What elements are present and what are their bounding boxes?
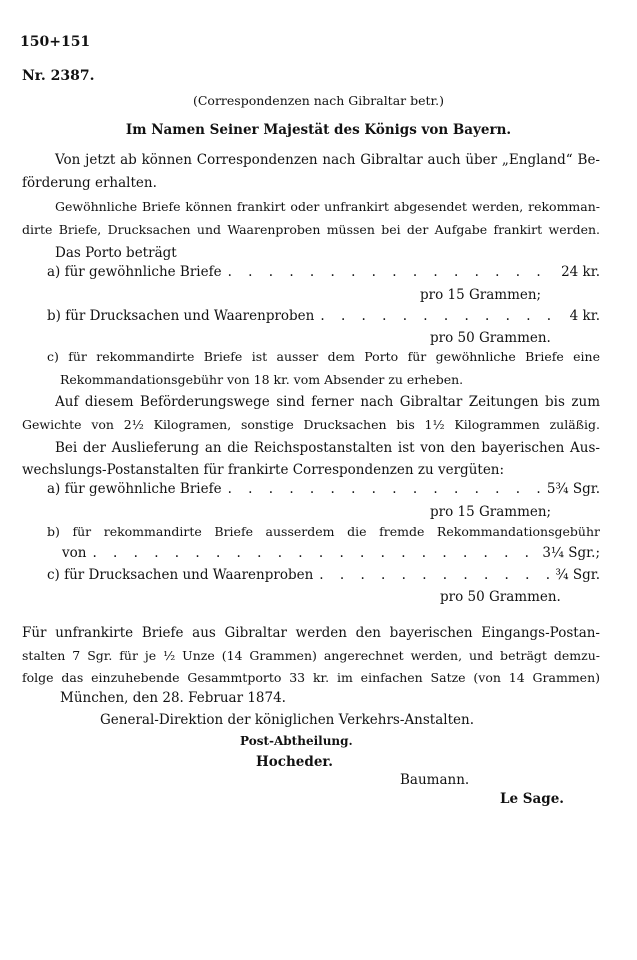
para3-line2: Gewichte von 2½ Kilogramen, sonstige Drucksachen bis 1½ Kilogrammen zuläßig. <box>22 417 600 432</box>
verguetung-note-c: pro 50 Grammen. <box>440 589 561 605</box>
para1-line2: förderung erhalten. <box>22 175 157 191</box>
dot-leader <box>320 307 563 325</box>
item-amount: ¾ Sgr. <box>555 567 600 583</box>
porto-intro: Das Porto beträgt <box>55 245 177 261</box>
para4-line1: Bei der Auslieferung an die Reichspostanstalten ist von den bayerischen Aus- <box>55 440 600 456</box>
page-number: 150+151 <box>20 34 91 50</box>
item-amount: 24 kr. <box>561 264 600 280</box>
document-number: Nr. 2387. <box>22 68 95 84</box>
porto-c-line2: Rekommandationsgebühr von 18 kr. vom Absender zu erheben. <box>60 372 464 387</box>
subject-line: (Correspondenzen nach Gibraltar betr.) <box>192 93 444 108</box>
verguetung-item-c <box>47 566 600 584</box>
item-label: b) für Drucksachen und Waarenproben <box>47 308 315 324</box>
verguetung-b-line1: b) für rekommandirte Briefe ausserdem die fremde Rekommandationsgebühr <box>47 524 600 539</box>
verguetung-item-a <box>47 480 600 498</box>
item-label: c) für Drucksachen und Waarenproben <box>47 567 314 583</box>
dot-leader <box>228 263 555 281</box>
porto-item-b <box>47 307 600 325</box>
para2-line1: Gewöhnliche Briefe können frankirt oder unfrankirt abgesendet werden, rekomman- <box>55 199 600 214</box>
verguetung-note-a: pro 15 Grammen; <box>430 504 552 520</box>
item-amount: 4 kr. <box>569 308 600 324</box>
verguetung-item-b <box>62 544 600 562</box>
item-label: a) für gewöhnliche Briefe <box>47 481 222 497</box>
para4-line2: wechslungs-Postanstalten für frankirte Correspondenzen zu vergüten: <box>22 462 505 478</box>
para2-line2: dirte Briefe, Drucksachen und Waarenproben müssen bei der Aufgabe frankirt werden. <box>22 222 600 237</box>
authority: General-Direktion der königlichen Verkehrs-Anstalten. <box>100 712 474 728</box>
signature-baumann: Baumann. <box>400 772 470 788</box>
date-line: München, den 28. Februar 1874. <box>60 690 286 706</box>
dot-leader <box>319 566 549 584</box>
item-amount: 3¼ Sgr.; <box>542 545 600 561</box>
dot-leader <box>228 480 541 498</box>
signature-hocheder: Hocheder. <box>256 754 333 770</box>
porto-item-a <box>47 263 600 281</box>
porto-note-b: pro 50 Grammen. <box>430 330 551 346</box>
porto-c-line1: c) für rekommandirte Briefe ist ausser dem Porto für gewöhnliche Briefe eine <box>47 349 600 364</box>
para1-line1: Von jetzt ab können Correspondenzen nach Gibraltar auch über „England“ Be- <box>55 152 600 168</box>
item-label: a) für gewöhnliche Briefe <box>47 264 222 280</box>
para5-line2: stalten 7 Sgr. für je ½ Unze (14 Grammen) angerechnet werden, und beträgt demzu- <box>22 648 600 663</box>
signature-le-sage: Le Sage. <box>500 791 565 807</box>
dot-leader <box>92 544 536 562</box>
item-label: von <box>62 545 87 561</box>
item-amount: 5¾ Sgr. <box>546 481 600 497</box>
para3-line1: Auf diesem Beförderungswege sind ferner nach Gibraltar Zeitungen bis zum <box>55 394 600 410</box>
heading: Im Namen Seiner Majestät des Königs von Bayern. <box>125 122 512 138</box>
porto-note-a: pro 15 Grammen; <box>420 287 542 303</box>
para5-line3: folge das einzuhebende Gesammtporto 33 kr. im einfachen Satze (von 14 Grammen) <box>22 670 600 685</box>
department: Post-Abtheilung. <box>240 734 353 748</box>
para5-line1: Für unfrankirte Briefe aus Gibraltar werden den bayerischen Eingangs-Postan- <box>22 625 600 641</box>
